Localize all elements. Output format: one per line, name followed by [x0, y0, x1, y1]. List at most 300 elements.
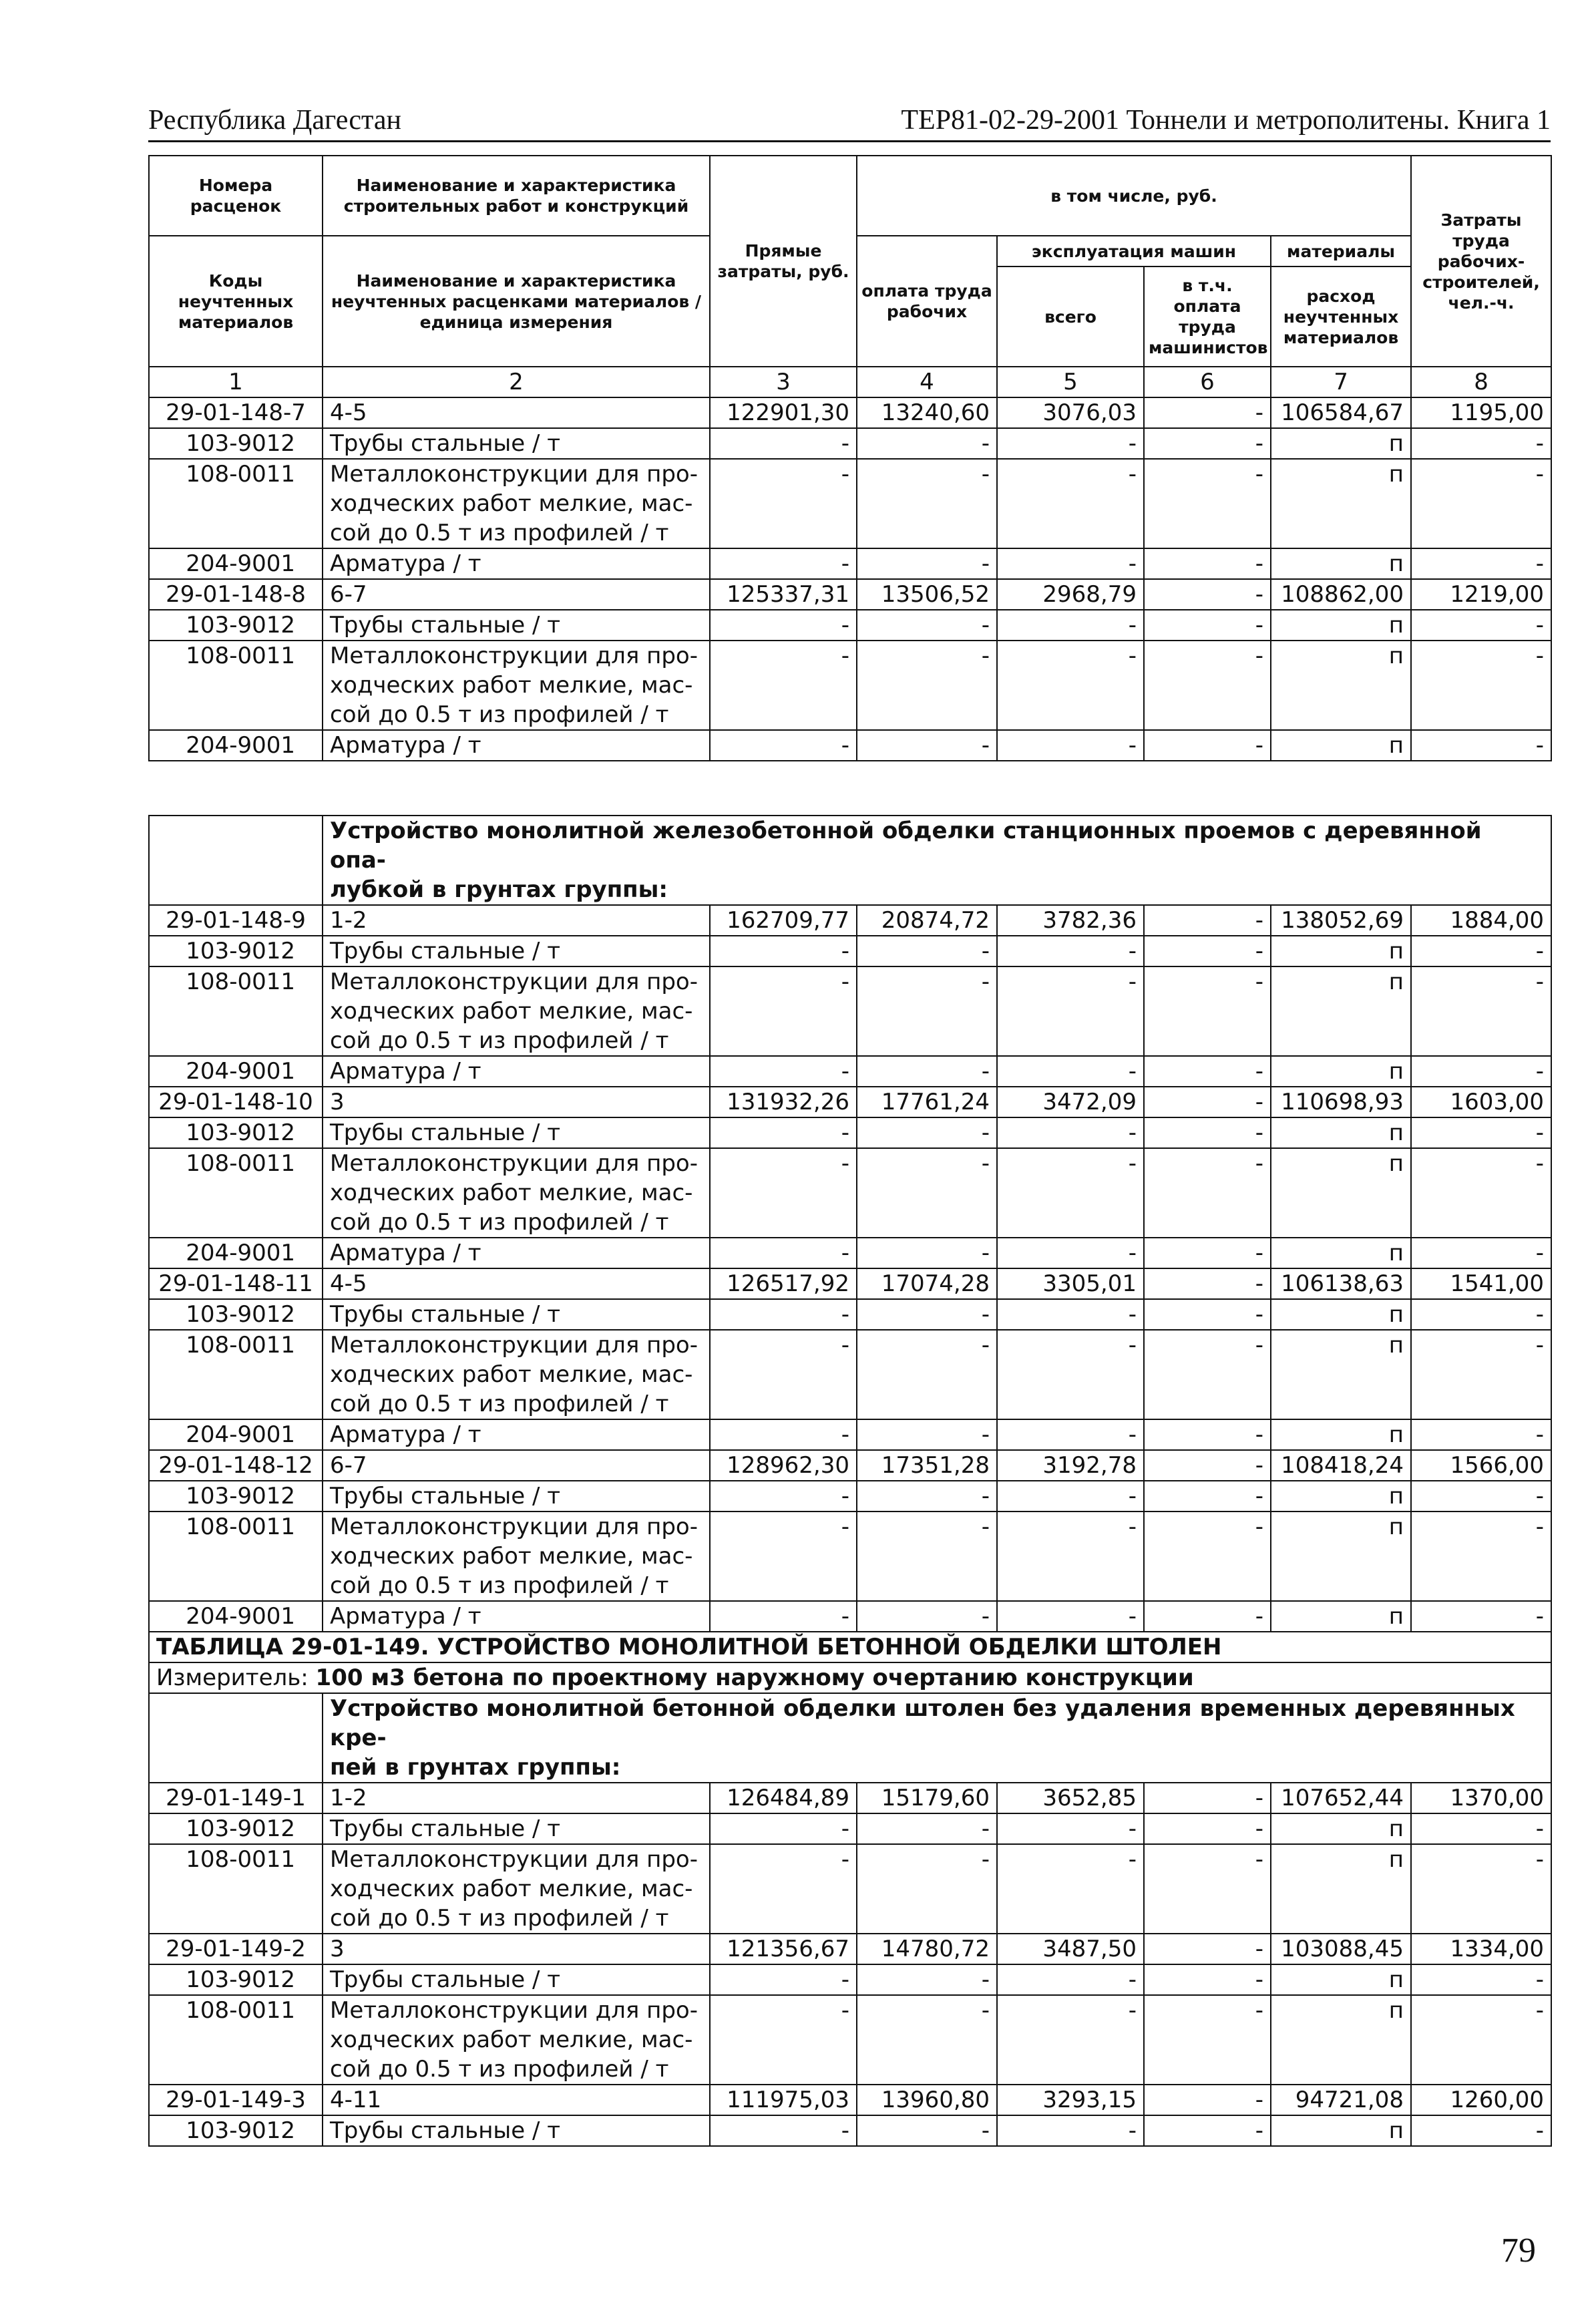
- value-p: п: [1271, 1481, 1411, 1512]
- material-name-line: сой до 0.5 т из профилей / т: [330, 2056, 669, 2083]
- value-p: п: [1271, 548, 1411, 579]
- direct-costs: 121356,67: [710, 1934, 857, 1964]
- rate-code: 29-01-149-2: [149, 1934, 323, 1964]
- column-number: 4: [857, 367, 997, 397]
- value-dash: -: [997, 1330, 1144, 1419]
- column-number: 5: [997, 367, 1144, 397]
- machinist-pay: -: [1144, 1087, 1271, 1117]
- value-dash: -: [857, 641, 997, 730]
- value-dash: -: [997, 1238, 1144, 1268]
- material-name-cell: Трубы стальные / т: [323, 1813, 710, 1844]
- value-p: п: [1271, 1964, 1411, 1995]
- worker-pay: 13960,80: [857, 2085, 997, 2115]
- material-code-cell: 108-0011: [149, 1148, 323, 1238]
- material-code-cell: 108-0011: [149, 1512, 323, 1601]
- value-dash: -: [710, 1601, 857, 1632]
- worker-pay: 17761,24: [857, 1087, 997, 1117]
- worker-pay: 13506,52: [857, 579, 997, 610]
- value-dash: -: [1411, 1056, 1551, 1087]
- material-name-cell: Трубы стальные / т: [323, 1299, 710, 1330]
- material-name-line: Металлоконструкции для про-: [330, 968, 698, 995]
- value-dash: -: [1144, 641, 1271, 730]
- header-machinist-pay: в т.ч. оплата труда машинистов: [1144, 267, 1271, 367]
- value-dash: -: [1144, 1844, 1271, 1934]
- value-dash: -: [857, 1844, 997, 1934]
- value-p: п: [1271, 1844, 1411, 1934]
- value-p: п: [1271, 428, 1411, 459]
- header-labor-costs: Затраты труда рабочих-строителей, чел.-ч.: [1411, 156, 1551, 367]
- value-dash: -: [1411, 1844, 1551, 1934]
- material-code-cell: 204-9001: [149, 730, 323, 761]
- value-dash: -: [1411, 1238, 1551, 1268]
- machinist-pay: -: [1144, 2085, 1271, 2115]
- value-dash: -: [997, 966, 1144, 1056]
- rate-code: 29-01-148-9: [149, 905, 323, 936]
- section-title-row: [149, 1693, 1551, 1783]
- material-consumption: 108862,00: [1271, 579, 1411, 610]
- value-dash: -: [857, 610, 997, 641]
- value-dash: -: [1144, 1148, 1271, 1238]
- material-row: [149, 2115, 1551, 2146]
- value-dash: -: [710, 1512, 857, 1601]
- machinist-pay: -: [1144, 905, 1271, 936]
- value-dash: -: [1144, 1056, 1271, 1087]
- rate-code: 29-01-148-7: [149, 397, 323, 428]
- value-dash: -: [857, 1299, 997, 1330]
- value-dash: -: [1144, 1330, 1271, 1419]
- worker-pay: 17074,28: [857, 1268, 997, 1299]
- rate-code: 29-01-148-8: [149, 579, 323, 610]
- value-dash: -: [857, 2115, 997, 2146]
- value-p: п: [1271, 730, 1411, 761]
- material-consumption: 110698,93: [1271, 1087, 1411, 1117]
- value-dash: -: [857, 1117, 997, 1148]
- value-p: п: [1271, 966, 1411, 1056]
- material-code-cell: 103-9012: [149, 428, 323, 459]
- material-row: [149, 610, 1551, 641]
- value-dash: -: [997, 936, 1144, 966]
- section-title-row: [149, 816, 1551, 905]
- value-dash: -: [710, 1995, 857, 2085]
- column-number: 1: [149, 367, 323, 397]
- worker-pay: 17351,28: [857, 1450, 997, 1481]
- header-region: Республика Дагестан: [148, 105, 402, 136]
- value-dash: -: [1144, 1601, 1271, 1632]
- value-dash: -: [997, 1299, 1144, 1330]
- value-dash: -: [1144, 459, 1271, 548]
- material-name-line: сой до 0.5 т из профилей / т: [330, 520, 669, 546]
- direct-costs: 162709,77: [710, 905, 857, 936]
- material-code-cell: 108-0011: [149, 641, 323, 730]
- value-dash: -: [710, 610, 857, 641]
- value-dash: -: [997, 641, 1144, 730]
- rate-code: 29-01-149-3: [149, 2085, 323, 2115]
- machines-total: 3293,15: [997, 2085, 1144, 2115]
- machines-total: 3076,03: [997, 397, 1144, 428]
- value-dash: -: [997, 1813, 1144, 1844]
- header-work-name: Наименование и характеристика строительных работ и конструкций: [323, 156, 710, 236]
- value-dash: -: [857, 1995, 997, 2085]
- labor-costs: 1219,00: [1411, 579, 1551, 610]
- material-name-line: ходческих работ мелкие, мас-: [330, 490, 693, 517]
- value-dash: -: [1411, 1964, 1551, 1995]
- value-p: п: [1271, 1117, 1411, 1148]
- direct-costs: 122901,30: [710, 397, 857, 428]
- value-dash: -: [857, 1512, 997, 1601]
- material-row: [149, 1964, 1551, 1995]
- material-code-cell: 103-9012: [149, 936, 323, 966]
- column-number: 6: [1144, 367, 1271, 397]
- material-code-cell: 204-9001: [149, 1419, 323, 1450]
- value-p: п: [1271, 1330, 1411, 1419]
- rate-row: [149, 1783, 1551, 1813]
- value-dash: -: [997, 1844, 1144, 1934]
- header-worker-pay: оплата труда рабочих: [857, 236, 997, 367]
- direct-costs: 125337,31: [710, 579, 857, 610]
- labor-costs: 1260,00: [1411, 2085, 1551, 2115]
- rate-row: [149, 905, 1551, 936]
- material-name-line: Металлоконструкции для про-: [330, 1332, 698, 1359]
- value-p: п: [1271, 1995, 1411, 2085]
- material-consumption: 108418,24: [1271, 1450, 1411, 1481]
- material-name-cell: Арматура / т: [323, 1056, 710, 1087]
- material-consumption: 106138,63: [1271, 1268, 1411, 1299]
- material-row: [149, 1844, 1551, 1934]
- value-dash: -: [857, 966, 997, 1056]
- material-name-line: сой до 0.5 т из профилей / т: [330, 1027, 669, 1054]
- material-code-cell: 103-9012: [149, 2115, 323, 2146]
- value-dash: -: [1411, 730, 1551, 761]
- value-dash: -: [710, 1330, 857, 1419]
- value-dash: -: [710, 1813, 857, 1844]
- material-consumption: 138052,69: [1271, 905, 1411, 936]
- rate-soil-group: 4-5: [323, 1268, 710, 1299]
- value-dash: -: [997, 548, 1144, 579]
- value-p: п: [1271, 1148, 1411, 1238]
- value-dash: -: [1411, 459, 1551, 548]
- value-p: п: [1271, 1813, 1411, 1844]
- rate-code: 29-01-148-10: [149, 1087, 323, 1117]
- material-row: [149, 1813, 1551, 1844]
- material-code-cell: 108-0011: [149, 1995, 323, 2085]
- table-149-title-row: [149, 1632, 1551, 1662]
- material-row: [149, 936, 1551, 966]
- rate-code: 29-01-148-11: [149, 1268, 323, 1299]
- header-including: в том числе, руб.: [857, 156, 1411, 236]
- material-code-cell: 108-0011: [149, 966, 323, 1056]
- value-p: п: [1271, 641, 1411, 730]
- value-dash: -: [1411, 1148, 1551, 1238]
- direct-costs: 111975,03: [710, 2085, 857, 2115]
- material-name-line: Металлоконструкции для про-: [330, 1846, 698, 1873]
- measure-value: 100 м3 бетона по проектному наружному очертанию конструкции: [315, 1664, 1194, 1691]
- value-dash: -: [1144, 730, 1271, 761]
- rate-row: [149, 1450, 1551, 1481]
- material-name-line: сой до 0.5 т из профилей / т: [330, 1391, 669, 1417]
- rate-soil-group: 6-7: [323, 579, 710, 610]
- value-p: п: [1271, 936, 1411, 966]
- machinist-pay: -: [1144, 579, 1271, 610]
- price-table-bottom: [148, 815, 1552, 2147]
- value-p: п: [1271, 1512, 1411, 1601]
- value-dash: -: [710, 1481, 857, 1512]
- value-dash: -: [857, 459, 997, 548]
- material-code-cell: 103-9012: [149, 1299, 323, 1330]
- material-row: [149, 1481, 1551, 1512]
- value-dash: -: [710, 1238, 857, 1268]
- value-dash: -: [1144, 2115, 1271, 2146]
- machines-total: 3782,36: [997, 905, 1144, 936]
- material-code-cell: 103-9012: [149, 1481, 323, 1512]
- value-dash: -: [857, 428, 997, 459]
- rate-code: 29-01-148-12: [149, 1450, 323, 1481]
- material-row: [149, 641, 1551, 730]
- value-dash: -: [997, 610, 1144, 641]
- value-dash: -: [1411, 641, 1551, 730]
- value-p: п: [1271, 1601, 1411, 1632]
- material-row: [149, 1148, 1551, 1238]
- material-name-line: Металлоконструкции для про-: [330, 1150, 698, 1177]
- value-dash: -: [997, 459, 1144, 548]
- material-consumption: 106584,67: [1271, 397, 1411, 428]
- material-consumption: 94721,08: [1271, 2085, 1411, 2115]
- material-row: [149, 966, 1551, 1056]
- material-code-cell: 108-0011: [149, 459, 323, 548]
- value-dash: -: [1144, 1964, 1271, 1995]
- material-row: [149, 730, 1551, 761]
- value-dash: -: [997, 1481, 1144, 1512]
- rate-row: [149, 579, 1551, 610]
- value-dash: -: [710, 936, 857, 966]
- material-name-line: ходческих работ мелкие, мас-: [330, 1543, 693, 1570]
- column-number: 3: [710, 367, 857, 397]
- section-title-line2: лубкой в грунтах группы:: [330, 876, 668, 903]
- material-name-cell: Трубы стальные / т: [323, 610, 710, 641]
- material-name-line: ходческих работ мелкие, мас-: [330, 672, 693, 699]
- header-rate-numbers: Номера расценок: [149, 156, 323, 236]
- section-title-line1: Устройство монолитной железобетонной обделки станционных проемов с деревянной опа-: [330, 818, 1482, 874]
- value-dash: -: [710, 1117, 857, 1148]
- value-dash: -: [1144, 1117, 1271, 1148]
- material-name-cell: Трубы стальные / т: [323, 936, 710, 966]
- material-row: [149, 1330, 1551, 1419]
- labor-costs: 1370,00: [1411, 1783, 1551, 1813]
- column-number: 7: [1271, 367, 1411, 397]
- machines-total: 2968,79: [997, 579, 1144, 610]
- value-dash: -: [1411, 1117, 1551, 1148]
- material-name-cell: Трубы стальные / т: [323, 1964, 710, 1995]
- value-dash: -: [710, 1299, 857, 1330]
- value-dash: -: [857, 1419, 997, 1450]
- material-code-cell: 108-0011: [149, 1844, 323, 1934]
- value-dash: -: [997, 1056, 1144, 1087]
- value-dash: -: [710, 1419, 857, 1450]
- material-name-cell: [323, 1330, 710, 1419]
- value-dash: -: [1411, 1419, 1551, 1450]
- material-name-cell: [323, 1995, 710, 2085]
- material-name-cell: Трубы стальные / т: [323, 428, 710, 459]
- value-dash: -: [857, 1601, 997, 1632]
- machines-total: 3192,78: [997, 1450, 1144, 1481]
- machinist-pay: -: [1144, 1268, 1271, 1299]
- value-dash: -: [1144, 936, 1271, 966]
- value-dash: -: [857, 1056, 997, 1087]
- material-name-line: сой до 0.5 т из профилей / т: [330, 701, 669, 728]
- material-name-cell: [323, 459, 710, 548]
- labor-costs: 1541,00: [1411, 1268, 1551, 1299]
- value-dash: -: [997, 428, 1144, 459]
- measure-label: Измеритель:: [156, 1664, 309, 1691]
- page-number: 79: [1501, 2232, 1536, 2270]
- labor-costs: 1566,00: [1411, 1450, 1551, 1481]
- material-row: [149, 459, 1551, 548]
- section-title-line1: Устройство монолитной бетонной обделки штолен без удаления временных деревянных кре-: [330, 1695, 1515, 1751]
- section-title-line2: пей в грунтах группы:: [330, 1754, 621, 1781]
- measure-row: [149, 1662, 1551, 1693]
- value-dash: -: [710, 730, 857, 761]
- value-dash: -: [1411, 2115, 1551, 2146]
- direct-costs: 126484,89: [710, 1783, 857, 1813]
- value-dash: -: [1411, 1512, 1551, 1601]
- material-name-line: ходческих работ мелкие, мас-: [330, 1361, 693, 1388]
- material-name-line: ходческих работ мелкие, мас-: [330, 998, 693, 1025]
- value-dash: -: [857, 1330, 997, 1419]
- material-name-cell: Арматура / т: [323, 548, 710, 579]
- value-dash: -: [997, 1512, 1144, 1601]
- worker-pay: 20874,72: [857, 905, 997, 936]
- rate-soil-group: 1-2: [323, 1783, 710, 1813]
- material-code-cell: 103-9012: [149, 1964, 323, 1995]
- value-dash: -: [710, 1964, 857, 1995]
- labor-costs: 1334,00: [1411, 1934, 1551, 1964]
- value-dash: -: [857, 1148, 997, 1238]
- material-name-line: Металлоконструкции для про-: [330, 1997, 698, 2024]
- rate-row: [149, 1934, 1551, 1964]
- header-document-title: ТЕР81-02-29-2001 Тоннели и метрополитены. Книга 1: [901, 105, 1551, 136]
- header-materials: материалы: [1271, 236, 1411, 267]
- material-name-cell: Трубы стальные / т: [323, 2115, 710, 2146]
- value-dash: -: [857, 1481, 997, 1512]
- value-dash: -: [857, 1238, 997, 1268]
- material-row: [149, 1117, 1551, 1148]
- value-dash: -: [1411, 936, 1551, 966]
- material-code-cell: 103-9012: [149, 610, 323, 641]
- material-row: [149, 428, 1551, 459]
- value-dash: -: [1411, 428, 1551, 459]
- labor-costs: 1195,00: [1411, 397, 1551, 428]
- material-name-line: ходческих работ мелкие, мас-: [330, 2026, 693, 2053]
- material-row: [149, 1419, 1551, 1450]
- machinist-pay: -: [1144, 397, 1271, 428]
- material-name-line: Металлоконструкции для про-: [330, 643, 698, 669]
- value-p: п: [1271, 1419, 1411, 1450]
- material-name-cell: Арматура / т: [323, 1601, 710, 1632]
- value-dash: -: [1144, 1481, 1271, 1512]
- value-dash: -: [1411, 966, 1551, 1056]
- material-name-cell: [323, 1512, 710, 1601]
- material-name-cell: Арматура / т: [323, 1238, 710, 1268]
- material-name-cell: [323, 966, 710, 1056]
- value-dash: -: [997, 730, 1144, 761]
- value-dash: -: [1144, 610, 1271, 641]
- material-name-line: ходческих работ мелкие, мас-: [330, 1180, 693, 1206]
- material-name-line: сой до 0.5 т из профилей / т: [330, 1209, 669, 1236]
- value-dash: -: [1411, 1813, 1551, 1844]
- value-p: п: [1271, 2115, 1411, 2146]
- material-name-line: сой до 0.5 т из профилей / т: [330, 1572, 669, 1599]
- value-dash: -: [997, 1148, 1144, 1238]
- material-name-cell: [323, 1844, 710, 1934]
- value-p: п: [1271, 1238, 1411, 1268]
- value-dash: -: [857, 1813, 997, 1844]
- column-number: 8: [1411, 367, 1551, 397]
- rate-soil-group: 6-7: [323, 1450, 710, 1481]
- value-dash: -: [997, 1601, 1144, 1632]
- rate-row: [149, 397, 1551, 428]
- material-name-cell: Трубы стальные / т: [323, 1117, 710, 1148]
- machines-total: 3305,01: [997, 1268, 1144, 1299]
- value-dash: -: [710, 1844, 857, 1934]
- value-dash: -: [1411, 1481, 1551, 1512]
- value-dash: -: [1411, 1601, 1551, 1632]
- direct-costs: 126517,92: [710, 1268, 857, 1299]
- value-dash: -: [1144, 1419, 1271, 1450]
- material-name-cell: Арматура / т: [323, 1419, 710, 1450]
- value-dash: -: [997, 1117, 1144, 1148]
- price-table-top: [148, 155, 1552, 761]
- material-row: [149, 1299, 1551, 1330]
- column-number: 2: [323, 367, 710, 397]
- labor-costs: 1884,00: [1411, 905, 1551, 936]
- machines-total: 3472,09: [997, 1087, 1144, 1117]
- rate-soil-group: 3: [323, 1934, 710, 1964]
- material-code-cell: 204-9001: [149, 1056, 323, 1087]
- material-consumption: 107652,44: [1271, 1783, 1411, 1813]
- rate-soil-group: 4-5: [323, 397, 710, 428]
- machines-total: 3652,85: [997, 1783, 1144, 1813]
- machinist-pay: -: [1144, 1934, 1271, 1964]
- value-dash: -: [997, 1419, 1144, 1450]
- value-dash: -: [1411, 1330, 1551, 1419]
- material-row: [149, 1601, 1551, 1632]
- value-dash: -: [1411, 1299, 1551, 1330]
- value-dash: -: [1144, 428, 1271, 459]
- value-dash: -: [1144, 1238, 1271, 1268]
- value-p: п: [1271, 610, 1411, 641]
- value-p: п: [1271, 459, 1411, 548]
- value-dash: -: [857, 1964, 997, 1995]
- value-dash: -: [710, 459, 857, 548]
- material-name-cell: Арматура / т: [323, 730, 710, 761]
- value-dash: -: [997, 1995, 1144, 2085]
- rate-row: [149, 1087, 1551, 1117]
- header-machines: эксплуатация машин: [997, 236, 1271, 267]
- material-row: [149, 1995, 1551, 2085]
- rate-row: [149, 1268, 1551, 1299]
- rate-soil-group: 3: [323, 1087, 710, 1117]
- material-code-cell: 204-9001: [149, 548, 323, 579]
- value-dash: -: [857, 730, 997, 761]
- value-p: п: [1271, 1299, 1411, 1330]
- material-row: [149, 1238, 1551, 1268]
- labor-costs: 1603,00: [1411, 1087, 1551, 1117]
- value-dash: -: [710, 428, 857, 459]
- value-dash: -: [1144, 1512, 1271, 1601]
- value-dash: -: [997, 2115, 1144, 2146]
- value-dash: -: [1411, 1995, 1551, 2085]
- direct-costs: 128962,30: [710, 1450, 857, 1481]
- value-dash: -: [710, 2115, 857, 2146]
